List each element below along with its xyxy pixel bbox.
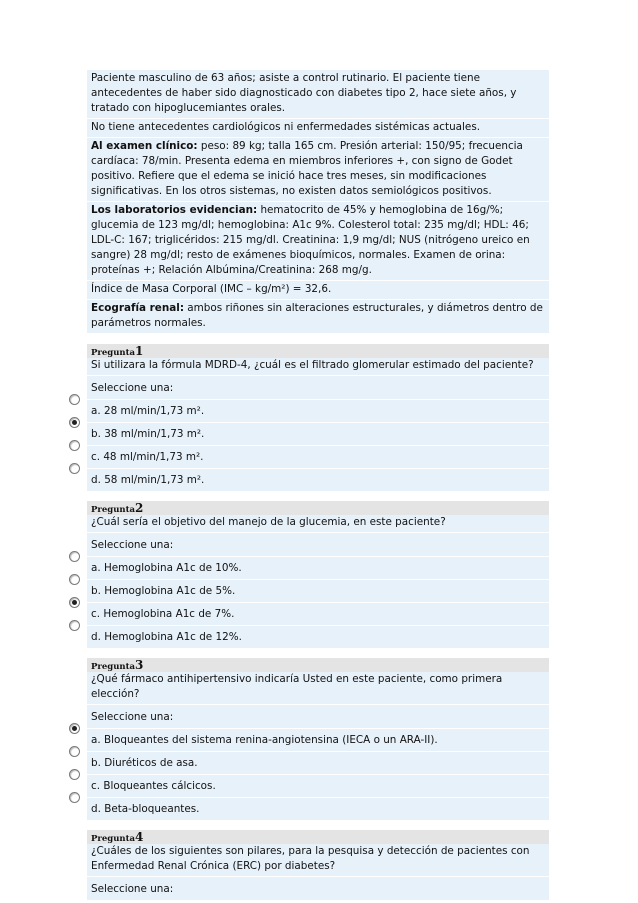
labs-text: hematocrito de 45% y hemoglobina de 16g/%; glucemia de 123 mg/dl; hemoglobina: A1c 9%. Colesterol total: 235 mg/dl; HDL: 46; LDL-C: 167; triglicéridos: 215 mg/dl. Creatinina: 1,9 mg/dl; NUS (nitrógeno ureico en sangre) 28 mg/dl; resto de exámenes bioquímicos, normales. Examen de orina: proteínas +; Relación Albúmina/Creatinina: 268 mg/g. <box>91 204 530 276</box>
question-label: Pregunta <box>91 662 136 672</box>
question-text: ¿Cuáles de los siguientes son pilares, para la pesquisa y detección de pacientes con Enfermedad Renal Crónica (ERC) por diabetes? <box>87 844 549 876</box>
question-label: Pregunta <box>91 834 136 844</box>
question-number: 3 <box>135 658 144 672</box>
question-label: Pregunta <box>91 348 136 358</box>
answer-option[interactable] <box>87 556 549 579</box>
answer-option[interactable] <box>87 399 549 422</box>
answer-option[interactable] <box>87 468 549 491</box>
question-number: 1 <box>135 344 144 358</box>
echo-label: Ecografía renal: <box>91 302 184 314</box>
answer-option-label: b. Diuréticos de asa. <box>91 757 198 769</box>
answer-option-label: d. Hemoglobina A1c de 12%. <box>91 631 242 643</box>
radio-button-icon[interactable] <box>69 723 80 734</box>
answer-option[interactable] <box>87 625 549 648</box>
question-number: 4 <box>135 830 144 844</box>
answer-option[interactable] <box>87 774 549 797</box>
case-paragraph-2: No tiene antecedentes cardiológicos ni enfermedades sistémicas actuales. <box>87 119 549 138</box>
answer-option[interactable] <box>87 602 549 625</box>
radio-button-icon[interactable] <box>69 417 80 428</box>
exam-text: peso: 89 kg; talla 165 cm. Presión arterial: 150/95; frecuencia cardíaca: 78/min. Presenta edema en miembros inferiores +, con signo de Godet positivo. Refiere que el edema se inició hace tres meses, sin modificaciones significativas. En los otros sistemas, no existen datos semiológicos positivos. <box>91 140 523 197</box>
radio-button-icon[interactable] <box>69 463 80 474</box>
radio-button-icon[interactable] <box>69 551 80 562</box>
answer-option-label: a. Hemoglobina A1c de 10%. <box>91 562 242 574</box>
answer-option-label: c. 48 ml/min/1,73 m². <box>91 451 204 463</box>
labs-label: Los laboratorios evidencian: <box>91 204 258 216</box>
answer-option-label: c. Hemoglobina A1c de 7%. <box>91 608 235 620</box>
question-header <box>87 501 549 515</box>
case-paragraph-4 <box>87 202 549 281</box>
question-header <box>87 344 549 358</box>
question-text: Si utilizara la fórmula MDRD-4, ¿cuál es el filtrado glomerular estimado del paciente? <box>87 358 549 375</box>
answer-option[interactable] <box>87 445 549 468</box>
answer-option-label: d. 58 ml/min/1,73 m². <box>91 474 205 486</box>
question-number: 2 <box>135 501 144 515</box>
radio-button-icon[interactable] <box>69 440 80 451</box>
question-header <box>87 658 549 672</box>
select-prompt: Seleccione una: <box>87 876 549 900</box>
answer-option-label: a. Bloqueantes del sistema renina-angiotensina (IECA o un ARA-II). <box>91 734 438 746</box>
quiz-document <box>87 70 549 900</box>
answer-option[interactable] <box>87 579 549 602</box>
radio-button-icon[interactable] <box>69 394 80 405</box>
answer-option-label: c. Bloqueantes cálcicos. <box>91 780 216 792</box>
question-header <box>87 830 549 844</box>
answer-option-label: b. 38 ml/min/1,73 m². <box>91 428 205 440</box>
radio-button-icon[interactable] <box>69 620 80 631</box>
select-prompt: Seleccione una: <box>87 375 549 399</box>
question-text: ¿Cuál sería el objetivo del manejo de la glucemia, en este paciente? <box>87 515 549 532</box>
answer-option[interactable] <box>87 422 549 445</box>
select-prompt: Seleccione una: <box>87 704 549 728</box>
question-label: Pregunta <box>91 505 136 515</box>
radio-button-icon[interactable] <box>69 597 80 608</box>
answer-option[interactable] <box>87 797 549 820</box>
radio-button-icon[interactable] <box>69 769 80 780</box>
radio-button-icon[interactable] <box>69 574 80 585</box>
questions-list <box>87 344 549 900</box>
radio-button-icon[interactable] <box>69 746 80 757</box>
radio-button-icon[interactable] <box>69 792 80 803</box>
answer-option[interactable] <box>87 751 549 774</box>
case-paragraph-1: Paciente masculino de 63 años; asiste a control rutinario. El paciente tiene antecedentes de haber sido diagnosticado con diabetes tipo 2, hace siete años, y tratado con hipoglucemiantes orales. <box>87 70 549 119</box>
answer-option[interactable] <box>87 728 549 751</box>
case-paragraph-5: Índice de Masa Corporal (IMC – kg/m²) = 32,6. <box>87 281 549 300</box>
select-prompt: Seleccione una: <box>87 532 549 556</box>
answer-option-label: d. Beta-bloqueantes. <box>91 803 200 815</box>
case-paragraph-6 <box>87 300 549 334</box>
answer-option-label: b. Hemoglobina A1c de 5%. <box>91 585 236 597</box>
question-text: ¿Qué fármaco antihipertensivo indicaría Usted en este paciente, como primera elección? <box>87 672 549 704</box>
answer-option-label: a. 28 ml/min/1,73 m². <box>91 405 205 417</box>
case-paragraph-3 <box>87 138 549 202</box>
exam-label: Al examen clínico: <box>91 140 198 152</box>
echo-text: ambos riñones sin alteraciones estructurales, y diámetros dentro de parámetros normales. <box>91 302 543 329</box>
